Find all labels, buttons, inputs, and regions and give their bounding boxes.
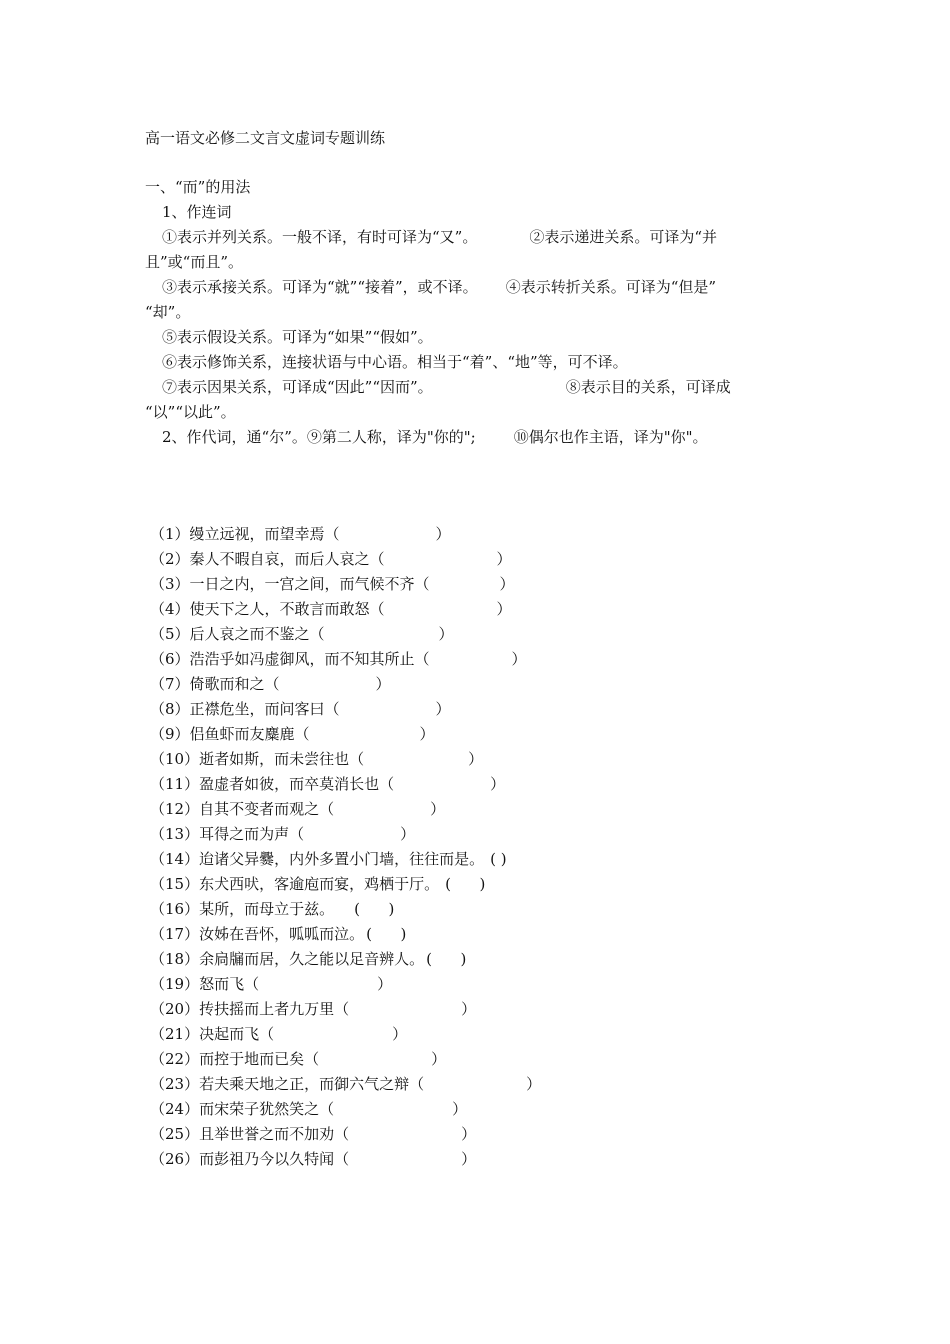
answer-bracket: ） <box>496 600 512 618</box>
exercise-item <box>150 649 541 674</box>
pronoun-text: 2、作代词，通“尔”。⑨第二人称，译为"你的"; <box>162 428 476 446</box>
exercise-text: （10）逝者如斯，而未尝往也（ <box>150 750 365 768</box>
exercise-text: （2）秦人不暇自哀，而后人哀之（ <box>150 550 385 568</box>
exercise-item <box>150 699 541 724</box>
usage-continuation: “却”。 <box>145 303 191 321</box>
answer-bracket: ） <box>377 975 393 993</box>
document-title: 高一语文必修二文言文虚词专题训练 <box>145 129 386 147</box>
usage-text: ⑦表示因果关系，可译成“因此”“因而”。 <box>162 378 433 396</box>
section-heading: 一、“而”的用法 <box>145 178 251 196</box>
answer-bracket: ） <box>419 725 435 743</box>
answer-bracket: ） <box>461 1125 477 1143</box>
exercise-text: （21）决起而飞（ <box>150 1025 275 1043</box>
exercise-text: （18）余扃牖而居，久之能以足音辨人。 <box>150 950 425 968</box>
answer-bracket: ） <box>468 750 484 768</box>
answer-bracket: ） <box>452 1100 468 1118</box>
subsection-conjunction: 1、作连词 <box>162 203 232 221</box>
exercise-text: （7）倚歌而和之（ <box>150 675 280 693</box>
answer-bracket: ( ) <box>490 850 507 868</box>
usage-text: ①表示并列关系。一般不译，有时可译为“又”。 <box>162 228 478 246</box>
answer-bracket: ） <box>435 700 451 718</box>
answer-bracket: ） <box>526 1075 542 1093</box>
answer-bracket: ） <box>496 550 512 568</box>
answer-bracket: ） <box>430 800 446 818</box>
answer-bracket: ） <box>511 650 527 668</box>
exercise-item <box>150 824 541 849</box>
exercise-item <box>150 749 541 774</box>
answer-bracket: ） <box>499 575 515 593</box>
usage-line: ⑤表示假设关系。可译为“如果”“假如”。 <box>162 328 433 346</box>
exercise-text: （6）浩浩乎如冯虚御风，而不知其所止（ <box>150 650 430 668</box>
answer-bracket: ( ) <box>426 950 467 968</box>
usage-text: ②表示递进关系。可译为“并 <box>529 228 718 246</box>
usage-line <box>162 227 717 247</box>
exercise-item <box>150 1074 541 1099</box>
answer-bracket: ） <box>400 825 416 843</box>
exercise-item <box>150 974 541 999</box>
exercise-item <box>150 674 541 699</box>
exercise-text: （4）使天下之人，不敢言而敢怒（ <box>150 600 385 618</box>
exercise-item <box>150 1099 541 1124</box>
exercise-item <box>150 599 541 624</box>
exercise-item <box>150 1124 541 1149</box>
exercise-text: （24）而宋荣子犹然笑之（ <box>150 1100 335 1118</box>
exercise-text: （11）盈虚者如彼，而卒莫消长也（ <box>150 775 395 793</box>
answer-bracket: ） <box>392 1025 408 1043</box>
exercise-text: （17）汝姊在吾怀，呱呱而泣。 <box>150 925 365 943</box>
exercise-item <box>150 999 541 1024</box>
exercise-text: （9）侣鱼虾而友麋鹿（ <box>150 725 310 743</box>
exercise-text: （1）缦立远视，而望幸焉（ <box>150 525 340 543</box>
exercise-item <box>150 574 541 599</box>
exercise-list <box>150 524 541 1174</box>
exercise-item <box>150 1024 541 1049</box>
exercise-text: （12）自其不变者而观之（ <box>150 800 335 818</box>
answer-bracket: ( ) <box>366 925 407 943</box>
answer-bracket: ） <box>461 1150 477 1168</box>
subsection-pronoun <box>162 427 708 447</box>
exercise-item <box>150 774 541 799</box>
answer-bracket: ） <box>438 625 454 643</box>
usage-continuation: 且”或“而且”。 <box>145 253 244 271</box>
answer-bracket: ） <box>490 775 506 793</box>
exercise-item <box>150 724 541 749</box>
exercise-text: （23）若夫乘天地之正，而御六气之辩（ <box>150 1075 425 1093</box>
exercise-item <box>150 949 541 974</box>
usage-text: ④表示转折关系。可译为“但是” <box>505 278 717 296</box>
exercise-text: （19）怒而飞（ <box>150 975 260 993</box>
exercise-text: （5）后人哀之而不鉴之（ <box>150 625 325 643</box>
exercise-text: （16）某所，而母立于兹。 <box>150 900 335 918</box>
exercise-item <box>150 549 541 574</box>
exercise-item <box>150 849 541 874</box>
exercise-item <box>150 524 541 549</box>
exercise-item <box>150 899 541 924</box>
exercise-item <box>150 874 541 899</box>
exercise-text: （22）而控于地而已矣（ <box>150 1050 320 1068</box>
usage-text: ③表示承接关系。可译为“就”“接着”，或不译。 <box>162 278 478 296</box>
exercise-item <box>150 1149 541 1174</box>
usage-line <box>162 377 731 397</box>
usage-text: ⑧表示目的关系，可译成 <box>565 378 731 396</box>
pronoun-text: ⑩偶尔也作主语，译为"你"。 <box>513 428 708 446</box>
exercise-text: （15）东犬西吠，客逾庖而宴，鸡栖于厅。 <box>150 875 440 893</box>
exercise-text: （13）耳得之而为声（ <box>150 825 305 843</box>
answer-bracket: ） <box>461 1000 477 1018</box>
exercise-item <box>150 924 541 949</box>
exercise-text: （14）迨诸父异爨，内外多置小门墙，往往而是。 <box>150 850 485 868</box>
answer-bracket: ( ) <box>445 875 486 893</box>
usage-line <box>162 277 716 297</box>
exercise-text: （25）且举世誉之而不加劝（ <box>150 1125 350 1143</box>
exercise-text: （20）抟扶摇而上者九万里（ <box>150 1000 350 1018</box>
answer-bracket: ） <box>431 1050 447 1068</box>
exercise-item <box>150 799 541 824</box>
answer-bracket: ( ) <box>354 900 395 918</box>
usage-continuation: “以”“以此”。 <box>145 403 236 421</box>
answer-bracket: ） <box>435 525 451 543</box>
exercise-item <box>150 1049 541 1074</box>
answer-bracket: ） <box>375 675 391 693</box>
exercise-text: （26）而彭祖乃今以久特闻（ <box>150 1150 350 1168</box>
exercise-text: （3）一日之内，一宫之间，而气候不齐（ <box>150 575 430 593</box>
exercise-text: （8）正襟危坐，而问客曰（ <box>150 700 340 718</box>
usage-line: ⑥表示修饰关系，连接状语与中心语。相当于“着”、“地”等，可不译。 <box>162 353 628 371</box>
exercise-item <box>150 624 541 649</box>
